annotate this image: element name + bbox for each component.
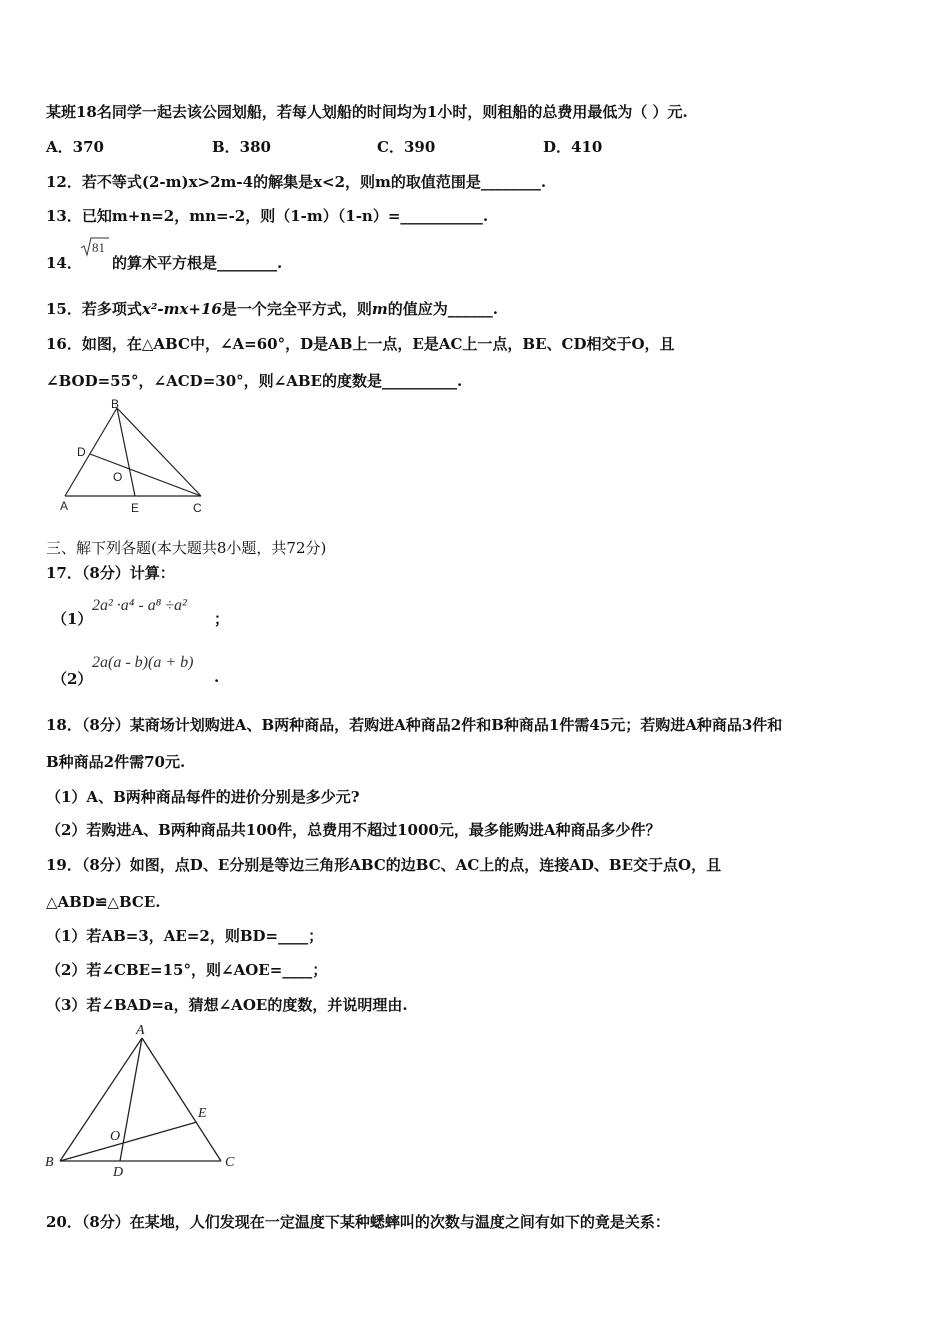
q18-sub2: （2）若购进A、B两种商品共100件，总费用不超过1000元，最多能购进A种商品多少件？	[46, 821, 661, 839]
q19-line2: △ABD≌△BCE.	[46, 893, 161, 911]
q18-line2: B种商品2件需70元.	[46, 753, 186, 771]
q19-line-ab	[60, 1038, 142, 1161]
q16-line-ab	[65, 408, 117, 496]
q17-part1-end: ；	[214, 610, 230, 628]
q16-line-cd	[90, 454, 201, 496]
q16-label-d: D	[77, 445, 86, 459]
q16-label-c: C	[193, 501, 202, 515]
q15-mid: 是一个完全平方式，则	[221, 300, 372, 318]
q19-label-o: O	[110, 1129, 121, 1144]
q15-suffix: 的值应为______.	[387, 300, 498, 318]
q19-line-be	[60, 1122, 197, 1161]
q19-label-b: B	[45, 1155, 54, 1170]
q18-line1: 18．（8分）某商场计划购进A、B两种商品，若购进A种商品2件和B种商品1件需45元；若购进A种商品3件和	[46, 716, 783, 734]
q15-expression: x²-mx+16	[141, 300, 222, 318]
q17-head: 17．（8分）计算：	[46, 564, 175, 582]
q17-part2-end: .	[214, 668, 220, 686]
q11-stem: 某班18名同学一起去该公园划船，若每人划船的时间均为1小时，则租船的总费用最低为（ ）元.	[46, 103, 688, 121]
q16-triangle-figure	[55, 396, 215, 518]
q12-text: 12．若不等式(2-m)x>2m-4的解集是x<2，则m的取值范围是________.	[46, 173, 547, 191]
q19-sub1: （1）若AB=3，AE=2，则BD=____；	[46, 927, 324, 945]
q19-line1: 19．（8分）如图，点D、E分别是等边三角形ABC的边BC、AC上的点，连接AD、BE交于点O，且	[46, 856, 722, 874]
q16-line1: 16．如图，在△ABC中，∠A=60°，D是AB上一点，E是AC上一点，BE、CD相交于O，且	[46, 335, 675, 353]
q18-sub1: （1）A、B两种商品每件的进价分别是多少元?	[46, 788, 360, 806]
section3-heading: 三、解下列各题(本大题共8小题，共72分)	[46, 539, 327, 557]
q11-option-c: C．390	[377, 138, 436, 156]
q14-sqrt-value: 81	[92, 240, 105, 255]
q11-option-b: B．380	[212, 138, 271, 156]
q19-line-ac	[142, 1038, 221, 1161]
q17-part1-expression: 2a² ·a⁴ - a⁸ ÷a²	[92, 597, 187, 614]
q17-part2-label: （2）	[52, 670, 93, 688]
q11-option-d: D．410	[543, 138, 603, 156]
q11-option-a: A．370	[46, 138, 104, 156]
q20-text: 20．（8分）在某地，人们发现在一定温度下某种蟋蟀叫的次数与温度之间有如下的竟是关系：	[46, 1213, 670, 1231]
q15-prefix: 15．若多项式	[46, 300, 142, 318]
q17-part2-expression: 2a(a - b)(a + b)	[92, 654, 194, 671]
q19-sub2: （2）若∠CBE=15°，则∠AOE=____；	[46, 961, 328, 979]
q19-label-e: E	[198, 1106, 207, 1121]
q15-text	[46, 299, 498, 319]
q16-line-bc	[117, 408, 201, 496]
q17-part1-label: （1）	[52, 610, 93, 628]
q19-label-d: D	[113, 1165, 124, 1180]
q13-text: 13．已知m+n=2，mn=-2，则（1-m）（1-n）=___________.	[46, 207, 489, 225]
q19-triangle-figure	[40, 1020, 250, 1180]
q16-label-o: O	[113, 470, 123, 484]
q19-sub3: （3）若∠BAD=a，猜想∠AOE的度数，并说明理由.	[46, 996, 408, 1014]
q16-label-b: B	[111, 397, 120, 411]
q15-variable: m	[371, 300, 388, 318]
q16-line2: ∠BOD=55°，∠ACD=30°，则∠ABE的度数是__________.	[46, 372, 463, 390]
q19-label-c: C	[225, 1155, 235, 1170]
q16-label-e: E	[131, 501, 140, 515]
q16-label-a: A	[60, 499, 69, 513]
q19-label-a: A	[136, 1023, 145, 1038]
q14-number: 14．	[46, 254, 82, 272]
q14-text: 的算术平方根是________.	[112, 254, 283, 272]
